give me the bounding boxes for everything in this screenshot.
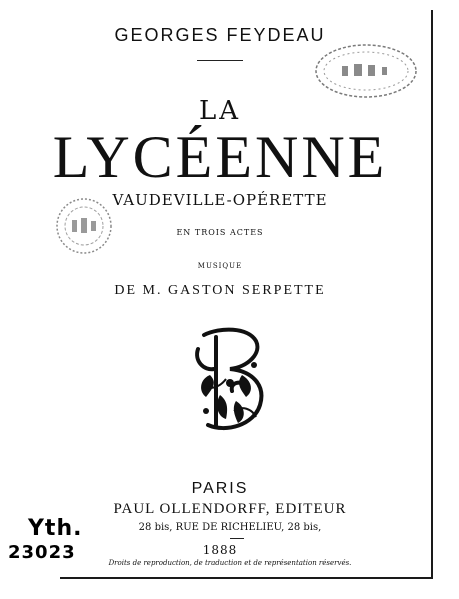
rights-notice: Droits de reproduction, de traduction et de représentation réservés.	[108, 559, 352, 567]
monogram-ornament	[190, 325, 272, 437]
author-rule	[197, 60, 243, 61]
shelfmark-line-1: Yth.	[28, 516, 83, 541]
acts-line: EN TROIS ACTES	[176, 228, 264, 237]
author-name: GEORGES FEYDEAU	[114, 25, 326, 45]
library-stamp-round	[52, 196, 116, 256]
publication-year: 1888	[202, 543, 238, 557]
shelfmark-line-2: 23023	[8, 542, 76, 563]
book-title: LYCÉENNE	[52, 124, 388, 190]
composer-line: DE M. GASTON SERPETTE	[114, 283, 326, 298]
genre-line: VAUDEVILLE-OPÉRETTE	[112, 191, 328, 209]
title-article: LA	[198, 96, 242, 126]
shelfmark-stamp	[6, 516, 86, 572]
publication-city: PARIS	[191, 480, 249, 497]
music-label: MUSIQUE	[197, 262, 243, 270]
year-rule	[230, 538, 244, 539]
publisher-name: PAUL OLLENDORFF, EDITEUR	[113, 501, 347, 517]
publisher-address: 28 bis, RUE DE RICHELIEU, 28 bis,	[138, 522, 322, 533]
page-edge-right	[431, 10, 433, 578]
page-edge-bottom	[60, 577, 433, 579]
library-stamp-oval	[312, 40, 420, 102]
